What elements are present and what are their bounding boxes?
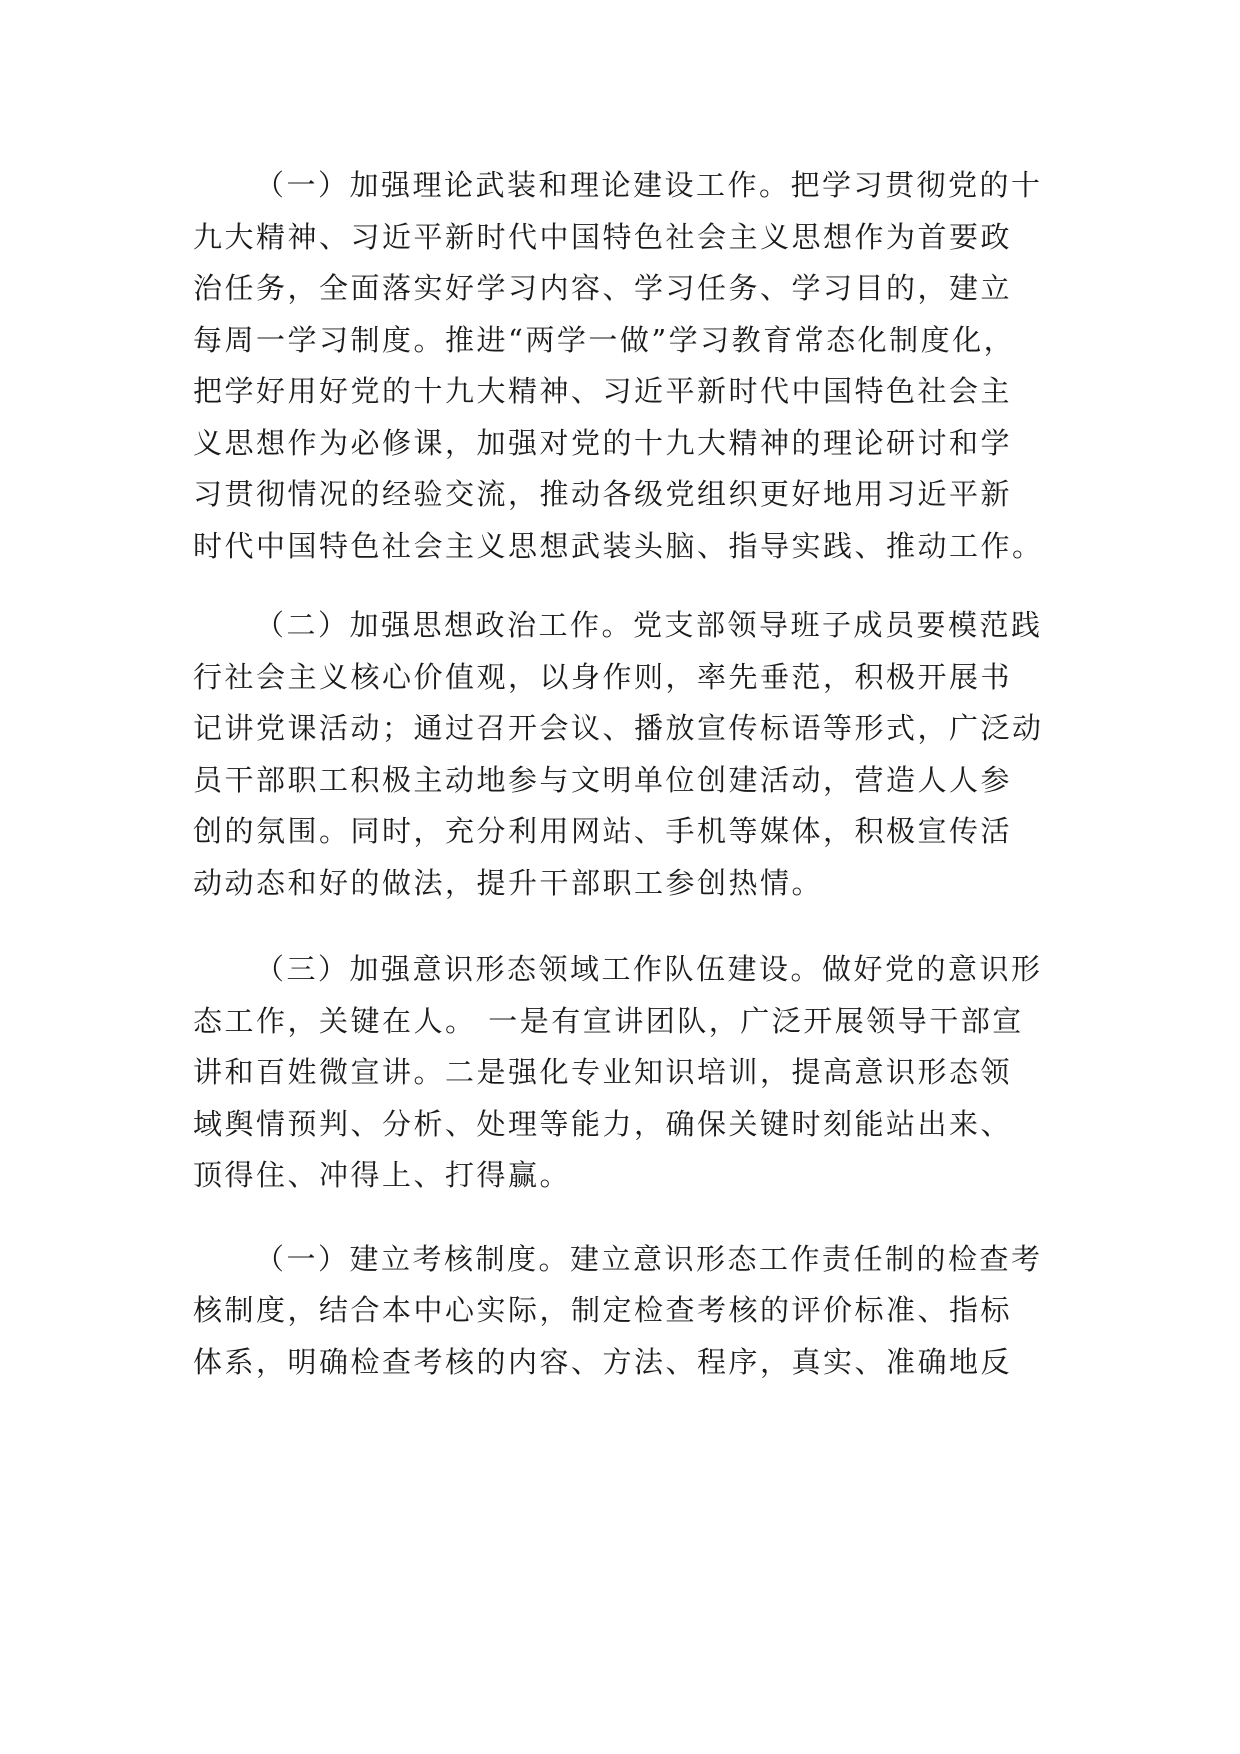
paragraph-assessment-system (193, 1234, 1053, 1389)
text-line: 把学好用好党的十九大精神、习近平新时代中国特色社会主 (193, 374, 1013, 408)
text-line: 治任务，全面落实好学习内容、学习任务、学习目的，建立 (193, 271, 1013, 305)
text-line: （一）建立考核制度。建立意识形态工作责任制的检查考 (255, 1241, 1043, 1276)
text-line: 创的氛围。同时，充分利用网站、手机等媒体，积极宣传活 (193, 814, 1013, 848)
text-line: （三）加强意识形态领域工作队伍建设。做好党的意识形 (255, 952, 1043, 986)
paragraph-theory-building (193, 160, 1053, 572)
document-page (193, 160, 1053, 1388)
text-line: 讲和百姓微宣讲。二是强化专业知识培训，提高意识形态领 (193, 1055, 1013, 1089)
text-line: 习贯彻情况的经验交流，推动各级党组织更好地用习近平新 (193, 477, 1013, 511)
text-line: 记讲党课活动；通过召开会议、播放宣传标语等形式，广泛动 (193, 711, 1044, 745)
text-line: 核制度，结合本中心实际，制定检查考核的评价标准、指标 (193, 1293, 1013, 1327)
paragraph-team-building (193, 944, 1053, 1202)
text-line: 九大精神、习近平新时代中国特色社会主义思想作为首要政 (193, 219, 1013, 254)
text-line: 顶得住、冲得上、打得赢。 (193, 1158, 572, 1192)
text-line: 时代中国特色社会主义思想武装头脑、指导实践、推动工作。 (193, 528, 1044, 563)
text-line: 域舆情预判、分析、处理等能力，确保关键时刻能站出来、 (193, 1106, 1013, 1141)
text-line: （一）加强理论武装和理论建设工作。把学习贯彻党的十 (255, 168, 1043, 202)
text-line: 义思想作为必修课，加强对党的十九大精神的理论研讨和学 (193, 425, 1013, 460)
text-line: 员干部职工积极主动地参与文明单位创建活动，营造人人参 (193, 762, 1013, 797)
text-line: 行社会主义核心价值观，以身作则，率先垂范，积极开展书 (193, 659, 1013, 694)
text-line: 体系，明确检查考核的内容、方法、程序，真实、准确地反 (193, 1344, 1013, 1379)
paragraph-ideological-work (193, 600, 1053, 909)
text-line: 每周一学习制度。推进“两学一做”学习教育常态化制度化， (193, 322, 1016, 357)
text-line: 动动态和好的做法，提升干部职工参创热情。 (193, 865, 824, 900)
text-line: （二）加强思想政治工作。党支部领导班子成员要模范践 (255, 608, 1043, 642)
text-line: 态工作，关键在人。 一是有宣讲团队，广泛开展领导干部宣 (193, 1003, 1024, 1038)
